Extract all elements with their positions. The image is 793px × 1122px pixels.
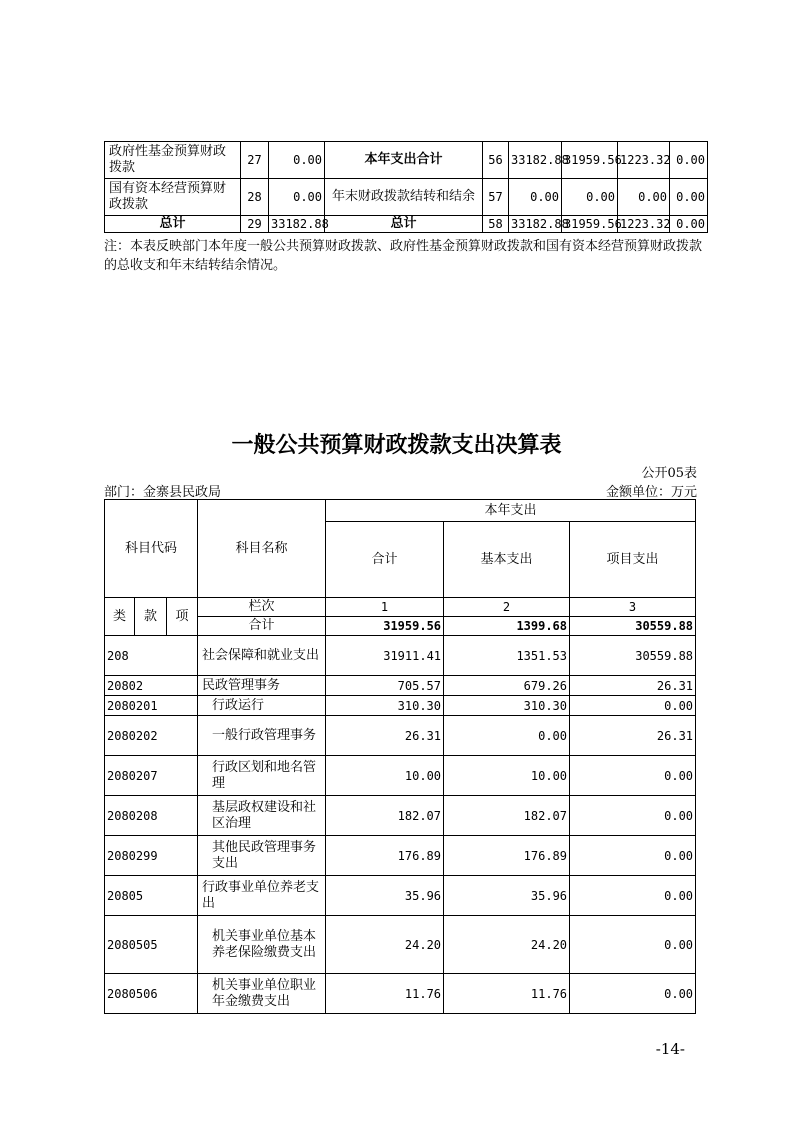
- amount-cell: 31959.56: [562, 142, 618, 179]
- column-number: 3: [570, 598, 696, 617]
- header-row: [105, 500, 696, 522]
- table-row: [105, 836, 696, 876]
- amount-cell: 31959.56: [326, 617, 444, 636]
- row-name: 行政事业单位养老支出: [198, 876, 326, 916]
- amount-cell: 10.00: [444, 756, 570, 796]
- table-row: [105, 974, 696, 1014]
- row-name: 机关事业单位基本养老保险缴费支出: [198, 916, 326, 974]
- row-number: 58: [483, 216, 509, 233]
- row-code: 2080207: [105, 756, 198, 796]
- amount-cell: 0.00: [444, 716, 570, 756]
- table-row: [105, 636, 696, 676]
- amount-cell: 33182.88: [509, 216, 562, 233]
- amount-cell: 24.20: [444, 916, 570, 974]
- amount-cell: 0.00: [269, 142, 325, 179]
- amount-cell: 35.96: [444, 876, 570, 916]
- row-code: 2080506: [105, 974, 198, 1014]
- table-row: [105, 876, 696, 916]
- header-project: 项目支出: [570, 522, 696, 598]
- income-expense-summary-table: [104, 141, 708, 233]
- row-label: 本年支出合计: [325, 142, 483, 179]
- row-number: 27: [241, 142, 269, 179]
- table-row: [105, 179, 708, 216]
- amount-cell: 0.00: [570, 696, 696, 716]
- row-name: 民政管理事务: [198, 676, 326, 696]
- row-label: 总计: [325, 216, 483, 233]
- table-note: 注：本表反映部门本年度一般公共预算财政拨款、政府性基金预算财政拨款和国有资本经营预算财政拨款的总收支和年末结转结余情况。: [104, 239, 703, 273]
- row-name: 行政区划和地名管理: [198, 756, 326, 796]
- row-code: 2080202: [105, 716, 198, 756]
- amount-cell: 1399.68: [444, 617, 570, 636]
- amount-cell: 1223.32: [618, 216, 670, 233]
- amount-cell: 0.00: [570, 836, 696, 876]
- header-name: 科目名称: [198, 500, 326, 598]
- amount-cell: 24.20: [326, 916, 444, 974]
- amount-cell: 10.00: [326, 756, 444, 796]
- table-row: [105, 716, 696, 756]
- amount-cell: 0.00: [618, 179, 670, 216]
- table-row: [105, 796, 696, 836]
- amount-cell: 33182.88: [269, 216, 325, 233]
- amount-cell: 0.00: [570, 974, 696, 1014]
- table-row: [105, 916, 696, 974]
- amount-cell: 11.76: [444, 974, 570, 1014]
- amount-cell: 31959.56: [562, 216, 618, 233]
- amount-cell: 30559.88: [570, 617, 696, 636]
- table-row: [105, 756, 696, 796]
- row-code: 2080208: [105, 796, 198, 836]
- table-row: [105, 696, 696, 716]
- table-row: [105, 676, 696, 696]
- header-class: 类: [105, 598, 135, 636]
- amount-cell: 310.30: [326, 696, 444, 716]
- amount-cell: 0.00: [509, 179, 562, 216]
- row-name: 基层政权建设和社区治理: [198, 796, 326, 836]
- amount-cell: 33182.88: [509, 142, 562, 179]
- row-number: 57: [483, 179, 509, 216]
- row-number: 28: [241, 179, 269, 216]
- row-name: 其他民政管理事务支出: [198, 836, 326, 876]
- amount-cell: 0.00: [670, 216, 708, 233]
- amount-cell: 0.00: [269, 179, 325, 216]
- total-row: [105, 216, 708, 233]
- amount-cell: 0.00: [562, 179, 618, 216]
- row-label: 政府性基金预算财政拨款: [105, 142, 241, 179]
- row-name: 行政运行: [198, 696, 326, 716]
- amount-cell: 30559.88: [570, 636, 696, 676]
- row-label: 总计: [105, 216, 241, 233]
- row-number: 56: [483, 142, 509, 179]
- row-label: 国有资本经营预算财政拨款: [105, 179, 241, 216]
- amount-cell: 26.31: [326, 716, 444, 756]
- row-code: 208: [105, 636, 198, 676]
- table-row: [105, 142, 708, 179]
- header-section: 款: [135, 598, 167, 636]
- header-item: 项: [167, 598, 198, 636]
- amount-cell: 0.00: [570, 796, 696, 836]
- page-title: 一般公共预算财政拨款支出决算表: [231, 433, 562, 458]
- page-number: -14-: [655, 1040, 685, 1058]
- amount-cell: 0.00: [570, 876, 696, 916]
- unit-label: 金额单位：万元: [605, 485, 697, 500]
- row-code: 20805: [105, 876, 198, 916]
- amount-cell: 0.00: [670, 179, 708, 216]
- header-column-no: 栏次: [198, 598, 326, 617]
- sum-label: 合计: [198, 617, 326, 636]
- header-basic: 基本支出: [444, 522, 570, 598]
- row-name: 社会保障和就业支出: [198, 636, 326, 676]
- amount-cell: 11.76: [326, 974, 444, 1014]
- amount-cell: 31911.41: [326, 636, 444, 676]
- row-name: 一般行政管理事务: [198, 716, 326, 756]
- row-number: 29: [241, 216, 269, 233]
- amount-cell: 705.57: [326, 676, 444, 696]
- amount-cell: 0.00: [670, 142, 708, 179]
- column-number: 1: [326, 598, 444, 617]
- header-total: 合计: [326, 522, 444, 598]
- table-code: 公开05表: [641, 466, 697, 481]
- row-code: 20802: [105, 676, 198, 696]
- amount-cell: 176.89: [326, 836, 444, 876]
- amount-cell: 1351.53: [444, 636, 570, 676]
- header-code: 科目代码: [105, 500, 198, 598]
- amount-cell: 679.26: [444, 676, 570, 696]
- amount-cell: 1223.32: [618, 142, 670, 179]
- amount-cell: 26.31: [570, 716, 696, 756]
- amount-cell: 176.89: [444, 836, 570, 876]
- amount-cell: 182.07: [326, 796, 444, 836]
- amount-cell: 0.00: [570, 756, 696, 796]
- amount-cell: 310.30: [444, 696, 570, 716]
- row-code: 2080201: [105, 696, 198, 716]
- amount-cell: 26.31: [570, 676, 696, 696]
- amount-cell: 0.00: [570, 916, 696, 974]
- row-name: 机关事业单位职业年金缴费支出: [198, 974, 326, 1014]
- header-row: [105, 598, 696, 617]
- header-current-year: 本年支出: [326, 500, 696, 522]
- row-code: 2080505: [105, 916, 198, 974]
- expenditure-table: [104, 499, 696, 1014]
- amount-cell: 35.96: [326, 876, 444, 916]
- department-label: 部门：金寨县民政局: [104, 485, 222, 500]
- column-number: 2: [444, 598, 570, 617]
- row-label: 年末财政拨款结转和结余: [325, 179, 483, 216]
- row-code: 2080299: [105, 836, 198, 876]
- amount-cell: 182.07: [444, 796, 570, 836]
